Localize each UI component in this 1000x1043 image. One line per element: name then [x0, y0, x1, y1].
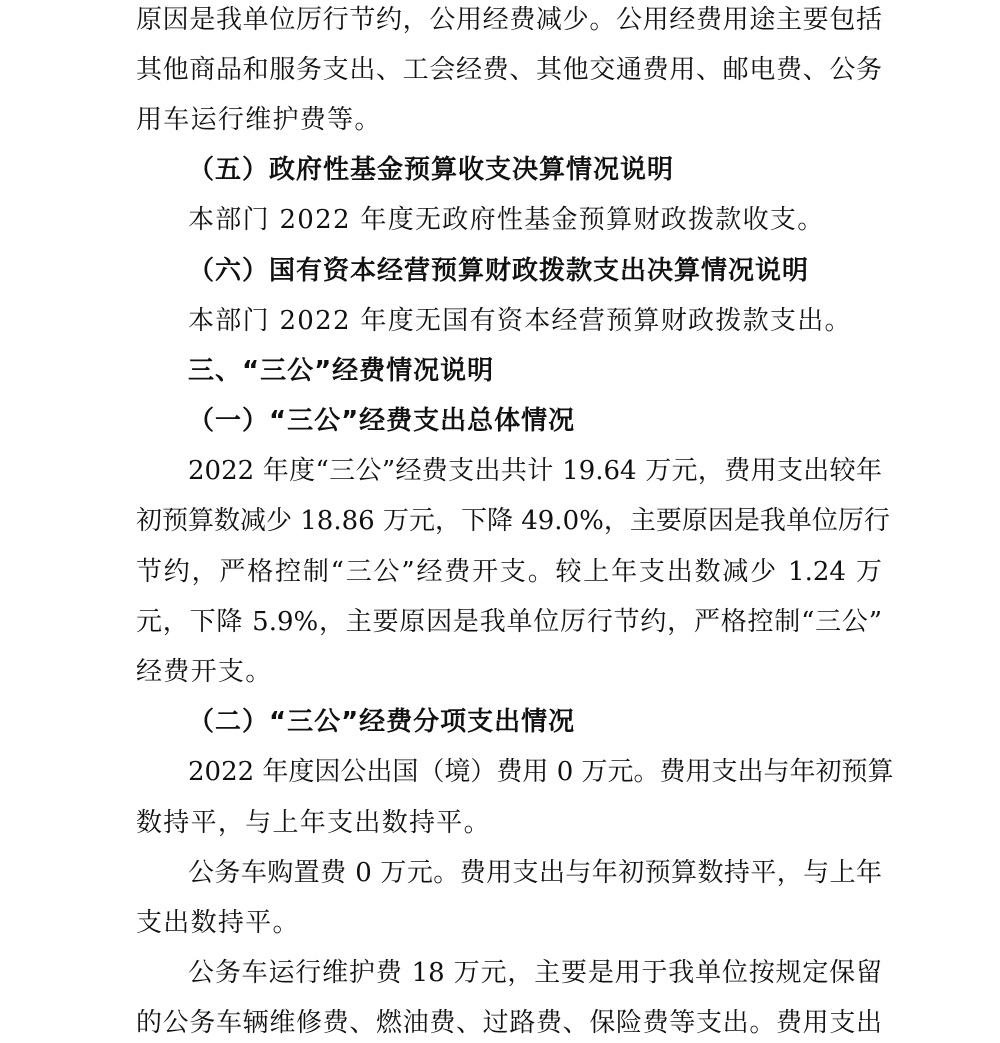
- section-heading-5: （五）政府性基金预算收支决算情况说明: [188, 155, 675, 185]
- body-text-line: 原因是我单位厉行节约，公用经费减少。公用经费用途主要包括: [136, 5, 882, 35]
- body-text-line: 元，下降 5.9%，主要原因是我单位厉行节约，严格控制“三公”: [136, 607, 882, 637]
- body-text-line: 2022 年度“三公”经费支出共计 19.64 万元，费用支出较年: [188, 456, 882, 486]
- chapter-heading-3: 三、“三公”经费情况说明: [188, 356, 495, 386]
- body-text-line: 初预算数减少 18.86 万元，下降 49.0%，主要原因是我单位厉行: [136, 506, 890, 536]
- body-text-line: 用车运行维护费等。: [136, 105, 382, 135]
- body-text-line: 本部门 2022 年度无政府性基金预算财政拨款收支。: [188, 205, 825, 235]
- section-heading-6: （六）国有资本经营预算财政拨款支出决算情况说明: [188, 256, 810, 286]
- subsection-heading-1: （一）“三公”经费支出总体情况: [188, 406, 576, 436]
- body-text-line: 其他商品和服务支出、工会经费、其他交通费用、邮电费、公务: [136, 55, 882, 85]
- body-text-line: 公务车运行维护费 18 万元，主要是用于我单位按规定保留: [188, 958, 882, 988]
- body-text-line: 本部门 2022 年度无国有资本经营预算财政拨款支出。: [188, 306, 852, 336]
- body-text-line: 公务车购置费 0 万元。费用支出与年初预算数持平，与上年: [188, 858, 882, 888]
- body-text-line: 节约，严格控制“三公”经费开支。较上年支出数减少 1.24 万: [136, 557, 882, 587]
- body-text-line: 支出数持平。: [136, 908, 300, 938]
- body-text-line: 经费开支。: [136, 657, 273, 687]
- body-text-line: 的公务车辆维修费、燃油费、过路费、保险费等支出。费用支出: [136, 1008, 882, 1038]
- subsection-heading-2: （二）“三公”经费分项支出情况: [188, 707, 576, 737]
- body-text-line: 数持平，与上年支出数持平。: [136, 808, 491, 838]
- body-text-line: 2022 年度因公出国（境）费用 0 万元。费用支出与年初预算: [188, 757, 894, 787]
